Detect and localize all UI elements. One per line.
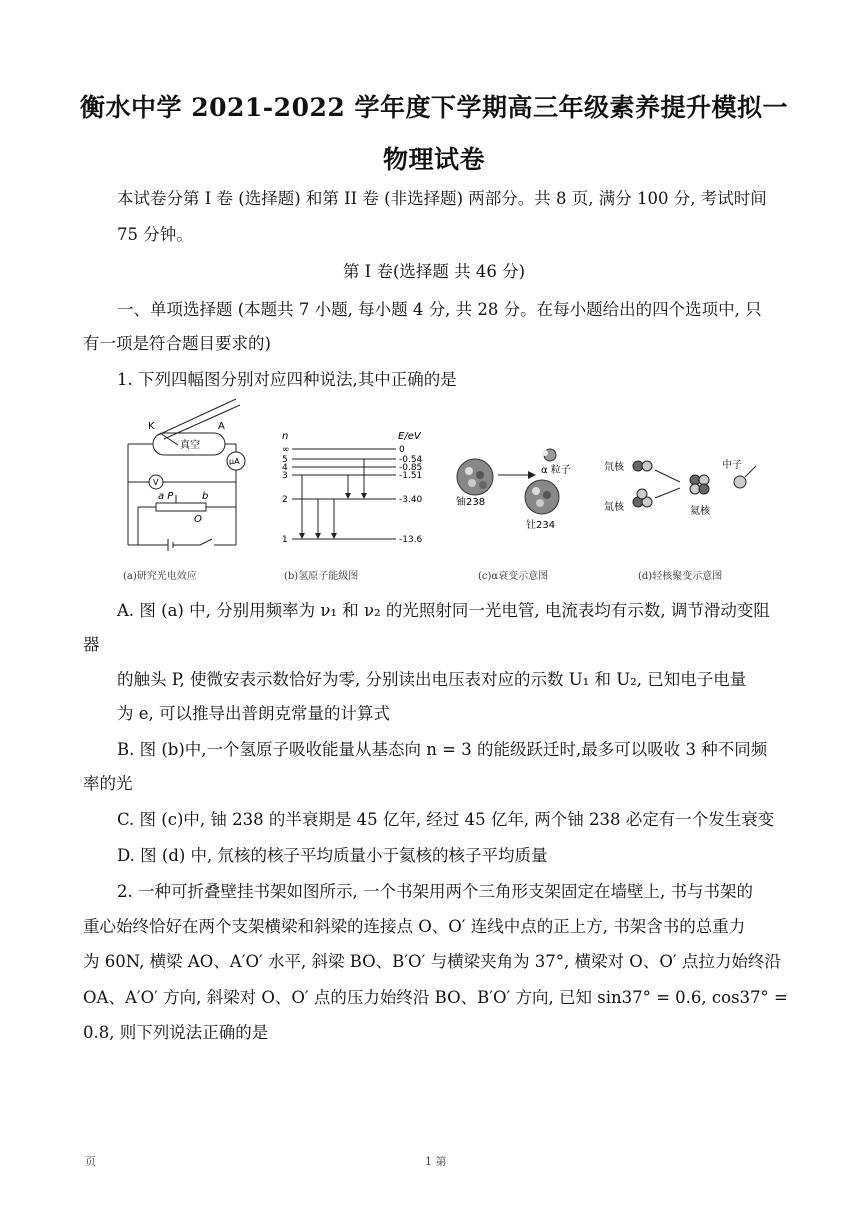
q1-option-a-line-2: 器 bbox=[83, 635, 100, 654]
level-n-label: ∞ bbox=[282, 445, 290, 455]
label-deuterium: 氘核 bbox=[604, 462, 624, 473]
transition-arrowhead bbox=[331, 533, 337, 539]
footer-page-number: 1 第 bbox=[425, 1155, 447, 1168]
transition-arrowhead bbox=[345, 493, 351, 499]
level-n-label: 5 bbox=[282, 455, 288, 465]
thorium-nucleus-icon bbox=[525, 480, 559, 514]
q1-option-b-line-2: 率的光 bbox=[83, 774, 133, 793]
q1-option-a-line-3: 的触头 P, 使微安表示数恰好为零, 分别读出电压表对应的示数 U₁ 和 U₂, 已知电子电量 bbox=[117, 670, 747, 689]
level-energy-label: -0.54 bbox=[399, 455, 423, 465]
q2-line-4: OA、A′O′ 方向, 斜梁对 O、O′ 点的压力始终沿 BO、B′O′ 方向, 已知 sin37° = 0.6, cos37° = bbox=[83, 988, 788, 1007]
energy-levels bbox=[282, 445, 423, 545]
fusion-diagram bbox=[600, 450, 770, 560]
level-n-label: 4 bbox=[282, 463, 288, 473]
q1-option-a-line-4: 为 e, 可以推导出普朗克常量的计算式 bbox=[117, 704, 390, 723]
label-b: b bbox=[202, 491, 209, 502]
uranium-nucleus-icon bbox=[457, 459, 493, 495]
level-energy-label: -13.6 bbox=[399, 535, 423, 545]
label-tritium: 氚核 bbox=[604, 502, 624, 513]
label-neutron: 中子 bbox=[722, 460, 742, 471]
n-axis-label: n bbox=[282, 431, 289, 442]
caption-b: (b)氢原子能级图 bbox=[284, 571, 359, 582]
q1-option-a-line-1: A. 图 (a) 中, 分别用频率为 ν₁ 和 ν₂ 的光照射同一光电管, 电流表均有示数, 调节滑动变阻 bbox=[117, 601, 770, 620]
label-o: O bbox=[194, 514, 202, 525]
section-heading: 第 I 卷(选择题 共 46 分) bbox=[342, 262, 526, 281]
caption-c: (c)α衰变示意图 bbox=[478, 571, 549, 582]
figure-b bbox=[278, 425, 438, 585]
label-voltmeter: V bbox=[153, 478, 159, 487]
transition-arrowhead bbox=[299, 533, 305, 539]
q2-line-3: 为 60N, 横梁 AO、A′O′ 水平, 斜梁 BO、B′O′ 与横梁夹角为 37°, 横梁对 O、O′ 点拉力始终沿 bbox=[83, 952, 781, 971]
label-vacuum: 真空 bbox=[180, 440, 200, 451]
q1-option-c: C. 图 (c)中, 铀 238 的半衰期是 45 亿年, 经过 45 亿年, 两个铀 238 必定有一个发生衰变 bbox=[117, 810, 775, 829]
label-a: A bbox=[218, 421, 225, 432]
level-energy-label: -0.85 bbox=[399, 463, 423, 473]
e-axis-label: E/eV bbox=[398, 431, 421, 442]
level-energy-label: 0 bbox=[399, 445, 405, 455]
transition-arrowhead bbox=[361, 493, 367, 499]
caption-d: (d)轻核聚变示意图 bbox=[638, 571, 723, 582]
caption-a: (a)研究光电效应 bbox=[123, 571, 197, 582]
intro-line-2: 75 分钟。 bbox=[117, 225, 193, 244]
figure-a bbox=[118, 395, 248, 585]
label-k: K bbox=[148, 421, 155, 432]
alpha-decay-diagram bbox=[450, 445, 590, 560]
label-microammeter: μA bbox=[229, 457, 240, 466]
level-energy-label: -1.51 bbox=[399, 471, 423, 481]
q1-option-b-line-1: B. 图 (b)中,一个氢原子吸收能量从基态向 n = 3 的能级跃迁时,最多可以吸收 3 种不同频 bbox=[117, 740, 768, 759]
photoelectric-circuit-diagram bbox=[118, 395, 248, 585]
part1-line-2: 有一项是符合题目要求的) bbox=[83, 334, 271, 353]
q2-line-2: 重心始终恰好在两个支架横梁和斜梁的连接点 O、O′ 连线中点的正上方, 书架含书的总重力 bbox=[83, 917, 746, 936]
q2-line-1: 2. 一种可折叠壁挂书架如图所示, 一个书架用两个三角形支架固定在墙壁上, 书与书架的 bbox=[117, 882, 753, 901]
q2-line-5: 0.8, 则下列说法正确的是 bbox=[83, 1023, 269, 1042]
label-uranium: 铀238 bbox=[456, 497, 486, 508]
label-alpha: α 粒子 bbox=[541, 465, 571, 476]
neutron-icon bbox=[734, 476, 746, 488]
level-n-label: 1 bbox=[282, 535, 288, 545]
footer-left: 页 bbox=[85, 1155, 96, 1168]
transition-arrowhead bbox=[315, 533, 321, 539]
level-energy-label: -3.40 bbox=[399, 495, 423, 505]
intro-line-1: 本试卷分第 I 卷 (选择题) 和第 II 卷 (非选择题) 两部分。共 8 页, 满分 100 分, 考试时间 bbox=[117, 189, 767, 208]
exam-subtitle: 物理试卷 bbox=[382, 145, 485, 174]
figure-d bbox=[600, 450, 770, 585]
q1-stem: 1. 下列四幅图分别对应四种说法,其中正确的是 bbox=[117, 370, 457, 389]
label-thorium: 钍234 bbox=[526, 520, 556, 531]
energy-level-diagram bbox=[278, 425, 438, 565]
label-helium: 氦核 bbox=[690, 506, 710, 517]
part1-line-1: 一、单项选择题 (本题共 7 小题, 每小题 4 分, 共 28 分。在每小题给出的四个选项中, 只 bbox=[117, 300, 762, 319]
exam-title: 衡水中学 2021-2022 学年度下学期高三年级素养提升模拟一 bbox=[80, 93, 788, 122]
level-n-label: 2 bbox=[282, 495, 288, 505]
label-slider-p: a P bbox=[158, 491, 174, 502]
figure-c bbox=[450, 445, 590, 585]
level-n-label: 3 bbox=[282, 471, 288, 481]
q1-option-d: D. 图 (d) 中, 氘核的核子平均质量小于氦核的核子平均质量 bbox=[117, 846, 548, 865]
